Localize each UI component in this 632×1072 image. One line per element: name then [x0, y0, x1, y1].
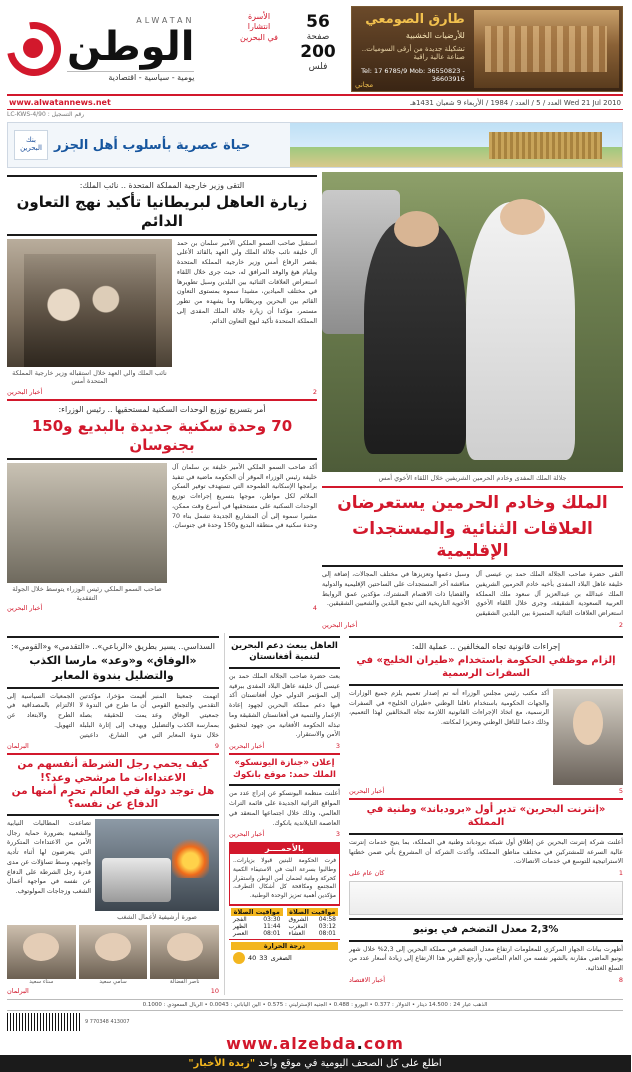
uk-story-body: استقبل صاحب السمو الملكي الأمير سلمان بن حمد آل خليفة نائب جلالة الملك ولي العهد بالقائد الأعلى بقصر الرفاع أمس وزير خارجية المملكة المتحدة ويليام هيغ والوفد المرافق له، حيث جرى خلال اللقاء استعراض العلاقات الثنائية بين البلدين وسبل تطويرها في مختلف الميادين، مشيدا سموه بمستوى التعاون القائم بين البحرين وبريطانيا وما يشهده من تطور مستمر، مؤكدا أن زيارة جلالة الملك المفدى إلى المملكة المتحدة تأكيد لنهج التعاون الدائم.	[178, 239, 318, 325]
prayer-time: 03:12	[319, 922, 337, 930]
riot-page: 10	[211, 986, 220, 995]
housing-story-section[interactable]: أخبار البحرين	[8, 604, 44, 613]
prayer-row	[288, 916, 340, 923]
hero-tagrow	[323, 621, 624, 629]
right-column	[8, 172, 318, 629]
hero-headline-line2[interactable]: العلاقات الثنائية والمستجدات الإقليمية	[353, 518, 594, 561]
issue-date: Wed 21 Jul 2010 العدد / 5 / العدد / 1984 / الأربعاء 9 شعبان 1431هـ	[411, 98, 622, 107]
prayer-row	[232, 916, 284, 923]
top-ad-phone: Tel: 17 6785/9 Mob: 36550823 - 36603916	[362, 67, 466, 84]
lower-section	[8, 633, 624, 995]
uk-story-headline[interactable]: زيارة العاهل لبريطانيا تأكيد نهج التعاون الدائم	[17, 193, 309, 230]
website-url[interactable]: www.alwatannews.net	[10, 98, 112, 107]
gulfair-photo	[554, 689, 624, 785]
footer-url[interactable]	[0, 1031, 632, 1053]
currency-strip: الذهب عيار 24 : 14.500 دينار • الدولار : 0.377 • اليورو : 0.488 • الجنيه الإسترليني : 0.575 • الين الياباني : 0.0043 • الريال السعودي : 0.1000	[8, 999, 624, 1011]
alahmar-body: فرت الحكومة للبنين قبولا بزيارات.. وطالبوا بسرعة البت في الاستيفاء الكمية كحركة وطنية لضمان أمن الوطن واستقرار المجتمع ومكافحة كل أشكال التطرف، مؤكدين أهمية تعزيز الوحدة الوطنية.	[234, 858, 337, 900]
internet-tagrow	[350, 869, 624, 877]
riot-headline-1[interactable]: كيف يحمي رجل الشرطة أنفسهم من الاعتداءات ما مرشحي وعد؟!	[18, 758, 210, 784]
internet-body: أعلنت شركة إنترنت البحرين عن إطلاق أول شبكة برودباند وطنية في المملكة، بما يتيح خدمات إنترنت عالية السرعة للمشتركين في مختلف مناطق المملكة، وأكدت الشركة أن المشروع يأتي ضمن خطتها الاستراتيجية للتوسع في خدمات الاتصالات.	[350, 838, 624, 866]
weather-high: 40	[249, 953, 258, 962]
alahmar-box	[230, 842, 341, 904]
uk-story-caption: نائب الملك والي العهد خلال استقباله وزير خارجية المملكة المتحدة أمس	[13, 368, 168, 386]
housing-story-headline[interactable]: 70 وحدة سكنية جديدة بالبديع و150 بجنوسان	[32, 417, 294, 455]
top-ad-subhead: للأرضيات الخشبية	[406, 30, 466, 40]
info-bar-secondary	[8, 111, 624, 118]
prayer-name: العصر	[234, 929, 249, 937]
logo-latin-text: ALWATAN	[137, 15, 196, 25]
sudani-tagrow	[8, 742, 220, 750]
riot-section[interactable]: البرلمان	[8, 986, 30, 995]
gulfair-page: 5	[619, 786, 624, 795]
sun-icon	[234, 952, 246, 964]
prayer-times-header: مواقيت الصلاة	[232, 908, 284, 916]
afghan-headline[interactable]: العاهل يبعث دعم البحرين لتنمية أفغانستان	[232, 640, 339, 663]
lower-left-column	[350, 633, 624, 995]
sponsor-banner-ad[interactable]	[8, 122, 624, 168]
afghan-tagrow	[230, 742, 341, 750]
inflation-body: أظهرت بيانات الجهاز المركزي للمعلومات ارتفاع معدل التضخم في مملكة البحرين إلى 2,3% خلال شهر يونيو الماضي مقارنة بالشهر نفسه من العام الماضي، وأرجع التقرير هذا الارتفاع إلى زيادة أسعار عدد من السلع الغذائية.	[350, 945, 624, 973]
gulfair-kicker: إجراءات قانونية تجاه المخالفين .. عملية الله:	[412, 641, 562, 651]
price-label: فلس	[309, 62, 329, 72]
prayer-row	[288, 923, 340, 930]
prayer-time: 08:01	[319, 929, 337, 937]
unesco-page: 3	[336, 830, 341, 839]
hero-headline-line1[interactable]: الملك وخادم الحرمين يستعرضان	[338, 492, 609, 513]
gulfair-section[interactable]: أخبار البحرين	[350, 786, 386, 795]
uk-story-page: 2	[313, 388, 318, 397]
riot-body: تصاعدت المطالبات النيابية والشعبية بضرورة حماية رجال الأمن من الاعتداءات المتكررة التي يتعرضون لها أثناء تأدية واجبهم، وسط تساؤلات عن مدى قدرة رجل الشرطة على الدفاع عن نفسه في مواجهة أعمال الشغب وزجاجات المولوتوف.	[7, 819, 92, 896]
prayer-time: 11:44	[264, 922, 282, 930]
prayer-time: 03:30	[264, 915, 282, 923]
top-ad-line3: تشكيلة جديدة من أرقى السوميات.. صناعة عالية راقية	[362, 45, 466, 62]
pages-label: صفحة	[307, 32, 331, 42]
sudani-headline[interactable]: «الوفاق» و«وعد» مارسا الكذب والتضليل بندوة المعابر	[30, 653, 198, 682]
riot-caption: صورة أرشيفية لأعمال الشغب	[118, 912, 198, 921]
banner-image	[291, 123, 623, 167]
riot-portrait-row	[8, 925, 220, 985]
prayer-time: 08:01	[264, 929, 282, 937]
footer-url-dot: .	[357, 1033, 365, 1053]
masthead	[0, 0, 632, 92]
family-line2: انتشارا	[248, 22, 272, 32]
portrait-photo	[151, 925, 220, 979]
registration-number: رقم التسجيل : LC-KWS-4/90	[8, 111, 86, 118]
unesco-headline[interactable]: إعلان «جنازة اليونسكو» الملك حمد: موقع بانكوك	[234, 758, 337, 780]
pages-and-price	[292, 6, 346, 92]
prayer-times-widget	[230, 905, 341, 939]
footer-url-tld: com	[364, 1033, 405, 1053]
inflation-headline[interactable]: 2,3% معدل التضخم في يونيو	[414, 924, 560, 936]
prayer-name: الفجر	[234, 915, 248, 923]
logo-tagline: يومية - سياسية - اقتصادية	[68, 71, 195, 82]
family-line1: الأسرة	[248, 12, 272, 21]
barcode-number: 9 770348 413007	[86, 1018, 131, 1025]
afghan-body: بعث حضرة صاحب الجلالة الملك حمد بن عيسى آل خليفة عاهل البلاد المفدى ببرقية إلى المؤتمر الدولي حول أفغانستان أكد فيها دعم مملكة البحرين لجهود إعادة الإعمار والتنمية في أفغانستان الشقيقة وما تبذله الحكومة الأفغانية من جهود لتحقيق الأمن والاستقرار.	[230, 672, 341, 739]
weather-low: 33	[260, 953, 269, 962]
weather-widget	[230, 939, 341, 968]
top-banner-ad[interactable]	[352, 6, 624, 92]
prayer-name: الشروق	[289, 915, 310, 923]
hero-column	[323, 172, 624, 629]
prayer-name: المغرب	[289, 922, 309, 930]
footer-url-prefix: www.	[227, 1033, 281, 1053]
internet-page: 1	[619, 869, 624, 878]
inflation-tagrow	[350, 976, 624, 984]
prayer-name: الظهر	[234, 922, 249, 930]
family-badge	[234, 6, 286, 92]
sudani-section[interactable]: البرلمان	[8, 742, 30, 751]
logo-arabic-text: الوطن	[68, 23, 196, 70]
footer-bar[interactable]	[0, 1055, 632, 1072]
inflation-section[interactable]: أخبار الاقتصاد	[350, 975, 387, 984]
uk-story-kicker: التقى وزير خارجية المملكة المتحدة .. نائب الملك:	[80, 181, 246, 190]
portrait-name-3: ناصر الفضالة	[170, 978, 201, 985]
housing-story-caption: صاحب السمو الملكي رئيس الوزراء يتوسط خلال الجولة التفقدية	[13, 584, 163, 602]
footer-url-main: alzebda	[280, 1033, 358, 1053]
riot-headline-2[interactable]: هل توجد دولة في العالم تحرم أمنها من الدفاع عن نفسه؟	[12, 784, 216, 810]
portrait-name-1: سناء سعيد	[30, 978, 55, 985]
internet-section[interactable]: كان عام على	[350, 869, 386, 878]
prayer-name: العشاء	[289, 929, 306, 937]
barcode-area	[8, 1013, 624, 1031]
housing-story-photo	[8, 463, 168, 583]
riot-photo	[96, 819, 220, 911]
portrait-photo	[80, 925, 149, 979]
prayer-row	[232, 930, 284, 937]
small-classified-ad[interactable]	[350, 881, 624, 915]
prayer-time: 04:58	[319, 915, 337, 923]
weather-header: درجة الحرارة	[232, 942, 339, 950]
hero-page: 2	[619, 620, 624, 629]
afghan-page: 3	[336, 742, 341, 751]
info-bar	[8, 94, 624, 110]
family-line3: في البحرين	[240, 32, 279, 42]
hero-caption: جلالة الملك المفدى وخادم الحرمين الشريفين خلال اللقاء الأخوي أمس	[379, 474, 568, 482]
housing-story-body: أكد صاحب السمو الملكي الأمير خليفة بن سلمان آل خليفة رئيس الوزراء الموقر أن الحكومة ماضية في تنفيذ برامجها الإسكانية الطموحة التي تستهدف توفير السكن الملائم لكل مواطن، موجها بتسريع إجراءات توزيع الوحدات السكنية على مستحقيها في أسرع وقت ممكن، مشيرا سموه إلى أن المشاريع الجديدة تشمل بناء 70 وحدة سكنية في منطقة البديع و150 وحدة في جنوسان.	[173, 463, 318, 530]
top-ad-headline: طارق الصومعي	[366, 12, 466, 27]
weather-unit: الصغرى	[271, 953, 293, 962]
pages-count: 56	[307, 12, 331, 32]
housing-story-tagrow	[8, 604, 318, 612]
banner-slogan: حياة عصرية بأسلوب أهل الجزر	[55, 137, 252, 153]
uk-story-tagrow	[8, 388, 318, 396]
housing-story-page: 4	[313, 604, 318, 613]
sudani-page: 9	[215, 742, 220, 751]
hero-photo	[323, 172, 624, 472]
internet-headline[interactable]: «إنترنت البحرين» تدير أول «برودباند» وطنية في المملكة	[367, 803, 607, 829]
housing-story-kicker: أمر بتسريع توزيع الوحدات السكنية لمستحقيها .. رئيس الوزراء:	[59, 405, 267, 415]
alahmar-title: بالأحمــــر	[231, 843, 340, 854]
unesco-section[interactable]: أخبار البحرين	[230, 830, 266, 839]
alwatan-logo-icon	[8, 22, 62, 76]
hero-section[interactable]: أخبار البحرين	[323, 620, 359, 629]
top-ad-corner-note: مجاني	[356, 81, 375, 89]
bank-logo-text: بنك البحرين	[21, 136, 43, 152]
main-content	[8, 172, 624, 629]
unesco-body: أعلنت منظمة اليونسكو عن إدراج عدد من المواقع التراثية الجديدة على قائمة التراث العالمي، وذلك خلال اجتماعها المنعقد في العاصمة التايلاندية بانكوك.	[230, 790, 341, 827]
bank-logo-icon	[15, 130, 49, 160]
prayer-row	[232, 923, 284, 930]
portrait-name-2: سامي سعيد	[100, 978, 128, 985]
sudani-body: اتهمت جمعيتا المنبر التقدمي والتجمع القومي جمعيتي الوفاق وعد بممارسة الكذب والتضليل خلال ندوة المعابر التي أقيمت مؤخرا، مؤكدتين أن ما طرح في الندوة لا يمت للحقيقة بصلة ويهدف إلى إثارة البلبلة في الشارع، داعيتين الجمعيات السياسية إلى الالتزام بالمصداقية في الطرح والابتعاد عن التهويل.	[8, 692, 220, 739]
unesco-tagrow	[230, 830, 341, 838]
prayer-times-header-2: مواقيت الصلاة	[288, 908, 340, 916]
gulfair-body: أكد مكتب رئيس مجلس الوزراء أنه تم إصدار تعميم يلزم جميع الوزارات والجهات الحكومية باستخدام ناقلنا الوطني «طيران الخليج» في السفرات الرسمية، مع اتخاذ الإجراءات القانونية اللازمة تجاه المخالفين لهذا التعميم، وذلك دعما للناقل الوطني وتعزيزا لمكانته.	[350, 689, 550, 727]
masthead-logo[interactable]	[8, 6, 228, 92]
gulfair-tagrow	[350, 787, 624, 795]
riot-tagrow	[8, 987, 220, 995]
lower-middle-column	[225, 633, 345, 995]
footer-bar-text: اطلع على كل الصحف اليومية في موقع واحد	[259, 1057, 443, 1069]
logo-wordmark	[68, 17, 195, 82]
gulfair-headline[interactable]: إلزام موظفي الحكومة باستخدام «طيران الخليج» في السفرات الرسمية	[357, 654, 617, 680]
afghan-section[interactable]: أخبار البحرين	[230, 742, 266, 751]
price-value: 200	[301, 42, 337, 62]
barcode-icon	[8, 1013, 82, 1031]
inflation-page: 8	[619, 975, 624, 984]
footer-bar-highlight: "زبدة الأخبار"	[189, 1057, 257, 1069]
sudani-kicker: السداسي.. يسير بطريق «الرباعي».. «التقدمي» و«القومي»:	[12, 641, 216, 651]
top-ad-image	[475, 10, 620, 88]
lower-right-column	[8, 633, 220, 995]
hero-body: التقى حضرة صاحب الجلالة الملك حمد بن عيسى آل خليفة عاهل البلاد المفدى بأخيه خادم الحرمين الشريفين الملك عبدالله بن عبدالعزيز آل سعود ملك المملكة العربية السعودية الشقيقة، وجرى خلال اللقاء الأخوي استعراض العلاقات الثنائية المتميزة بين البلدين الشقيقين وسبل دعمها وتعزيزها في مختلف المجالات، إضافة إلى مناقشة آخر المستجدات على الساحتين الإقليمية والدولية والقضايا ذات الاهتمام المشترك، مؤكدين عمق الروابط الأخوية التاريخية التي تجمع البلدين والشعبين الشقيقين.	[323, 571, 624, 618]
portrait-photo	[8, 925, 77, 979]
prayer-row	[288, 930, 340, 937]
uk-story-photo	[8, 239, 173, 367]
uk-story-section[interactable]: أخبار البحرين	[8, 388, 44, 397]
